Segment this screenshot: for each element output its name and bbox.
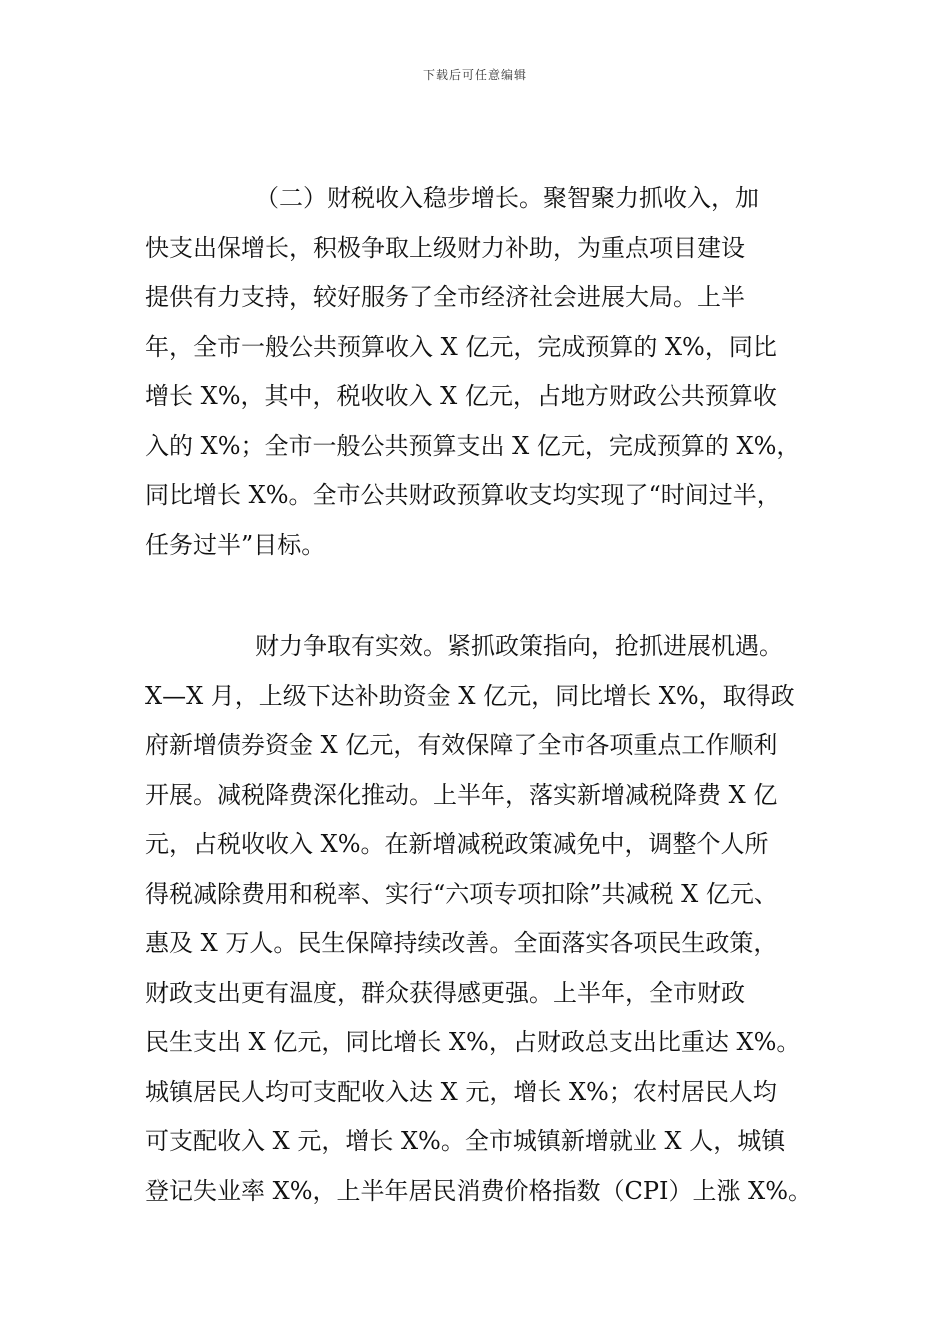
paragraph-line: 同比增长 X%。全市公共财政预算收支均实现了“时间过半， xyxy=(145,481,781,509)
paragraph-line: 惠及 X 万人。民生保障持续改善。全面落实各项民生政策， xyxy=(145,929,778,957)
paragraph-line: 快支出保增长，积极争取上级财力补助，为重点项目建设 xyxy=(145,233,745,262)
paragraph-line: 可支配收入 X 元，增长 X%。全市城镇新增就业 X 人，城镇 xyxy=(145,1127,786,1155)
paragraph-line: 登记失业率 X%，上半年居民消费价格指数（CPI）上涨 X%。 xyxy=(145,1176,813,1205)
paragraph-line: （二）财税收入稳步增长。聚智聚力抓收入，加 xyxy=(255,184,759,212)
paragraph-line: X—X 月，上级下达补助资金 X 亿元，同比增长 X%，取得政 xyxy=(145,681,795,710)
paragraph-line: 元，占税收收入 X%。在新增减税政策减免中，调整个人所 xyxy=(145,830,769,858)
paragraph-line: 得税减除费用和税率、实行“六项专项扣除”共减税 X 亿元、 xyxy=(145,879,778,908)
paragraph-line: 入的 X%；全市一般公共预算支出 X 亿元，完成预算的 X%， xyxy=(145,431,801,460)
paragraph-line: 财力争取有实效。紧抓政策指向，抢抓进展机遇。 xyxy=(255,632,783,660)
paragraph-financial-support xyxy=(145,622,825,1216)
paragraph-line: 开展。减税降费深化推动。上半年，落实新增减税降费 X 亿 xyxy=(145,780,778,809)
paragraph-fiscal-revenue xyxy=(145,174,825,570)
paragraph-line: 提供有力支持，较好服务了全市经济社会进展大局。上半 xyxy=(145,283,745,311)
paragraph-line: 财政支出更有温度，群众获得感更强。上半年，全市财政 xyxy=(145,978,745,1007)
page-header-note: 下载后可任意编辑 xyxy=(422,68,527,82)
paragraph-line: 府新增债券资金 X 亿元，有效保障了全市各项重点工作顺利 xyxy=(145,731,778,759)
paragraph-line: 任务过半”目标。 xyxy=(145,530,326,559)
paragraph-line: 增长 X%，其中，税收收入 X 亿元，占地方财政公共预算收 xyxy=(145,382,777,410)
paragraph-line: 城镇居民人均可支配收入达 X 元，增长 X%；农村居民人均 xyxy=(145,1077,777,1106)
paragraph-line: 民生支出 X 亿元，同比增长 X%，占财政总支出比重达 X%。 xyxy=(145,1028,801,1056)
paragraph-line: 年，全市一般公共预算收入 X 亿元，完成预算的 X%，同比 xyxy=(145,332,777,361)
